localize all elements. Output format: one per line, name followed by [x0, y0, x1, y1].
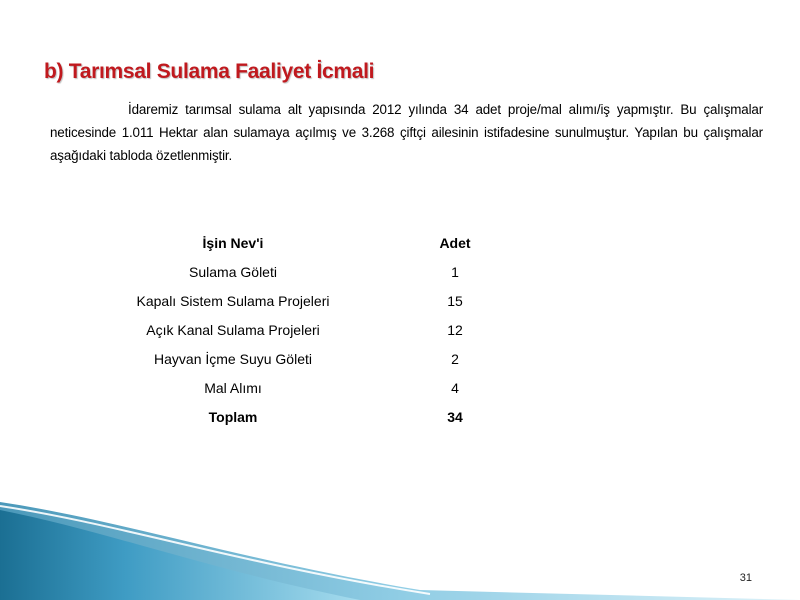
slide-title: b) Tarımsal Sulama Faaliyet İcmali: [44, 60, 375, 83]
table-row: [116, 257, 560, 286]
summary-table: [116, 228, 560, 431]
total-label: Toplam: [208, 408, 258, 425]
page-number: 31: [739, 572, 752, 584]
table-row: [116, 286, 560, 315]
row-count: 4: [451, 379, 459, 396]
body-paragraph: [50, 98, 763, 167]
header-work-type: İşin Nev'i: [202, 234, 264, 251]
row-name: Mal Alımı: [204, 379, 262, 396]
row-count: 1: [451, 263, 459, 280]
row-count: 15: [447, 292, 463, 309]
table-total-row: [116, 402, 560, 431]
row-name: Açık Kanal Sulama Projeleri: [146, 321, 320, 338]
table-header-row: [116, 228, 560, 257]
row-name: Kapalı Sistem Sulama Projeleri: [136, 292, 330, 309]
table-row: [116, 373, 560, 402]
header-count: Adet: [439, 234, 471, 251]
total-count: 34: [447, 408, 463, 425]
row-count: 2: [451, 350, 459, 367]
row-name: Hayvan İçme Suyu Göleti: [154, 350, 312, 367]
row-name: Sulama Göleti: [189, 263, 277, 280]
table-row: [116, 315, 560, 344]
row-count: 12: [447, 321, 463, 338]
decorative-wave: [0, 480, 800, 600]
paragraph-text: İdaremiz tarımsal sulama alt yapısında 2012 yılında 34 adet proje/mal alımı/iş yapmıştır. Bu çalışmalar neticesinde 1.011 Hektar alan sulamaya açılmış ve 3.268 çiftçi ailesinin istifadesine sunulmuştur. Yapılan bu çalışmalar aşağıdaki tabloda özetlenmiştir.: [50, 102, 763, 163]
table-row: [116, 344, 560, 373]
